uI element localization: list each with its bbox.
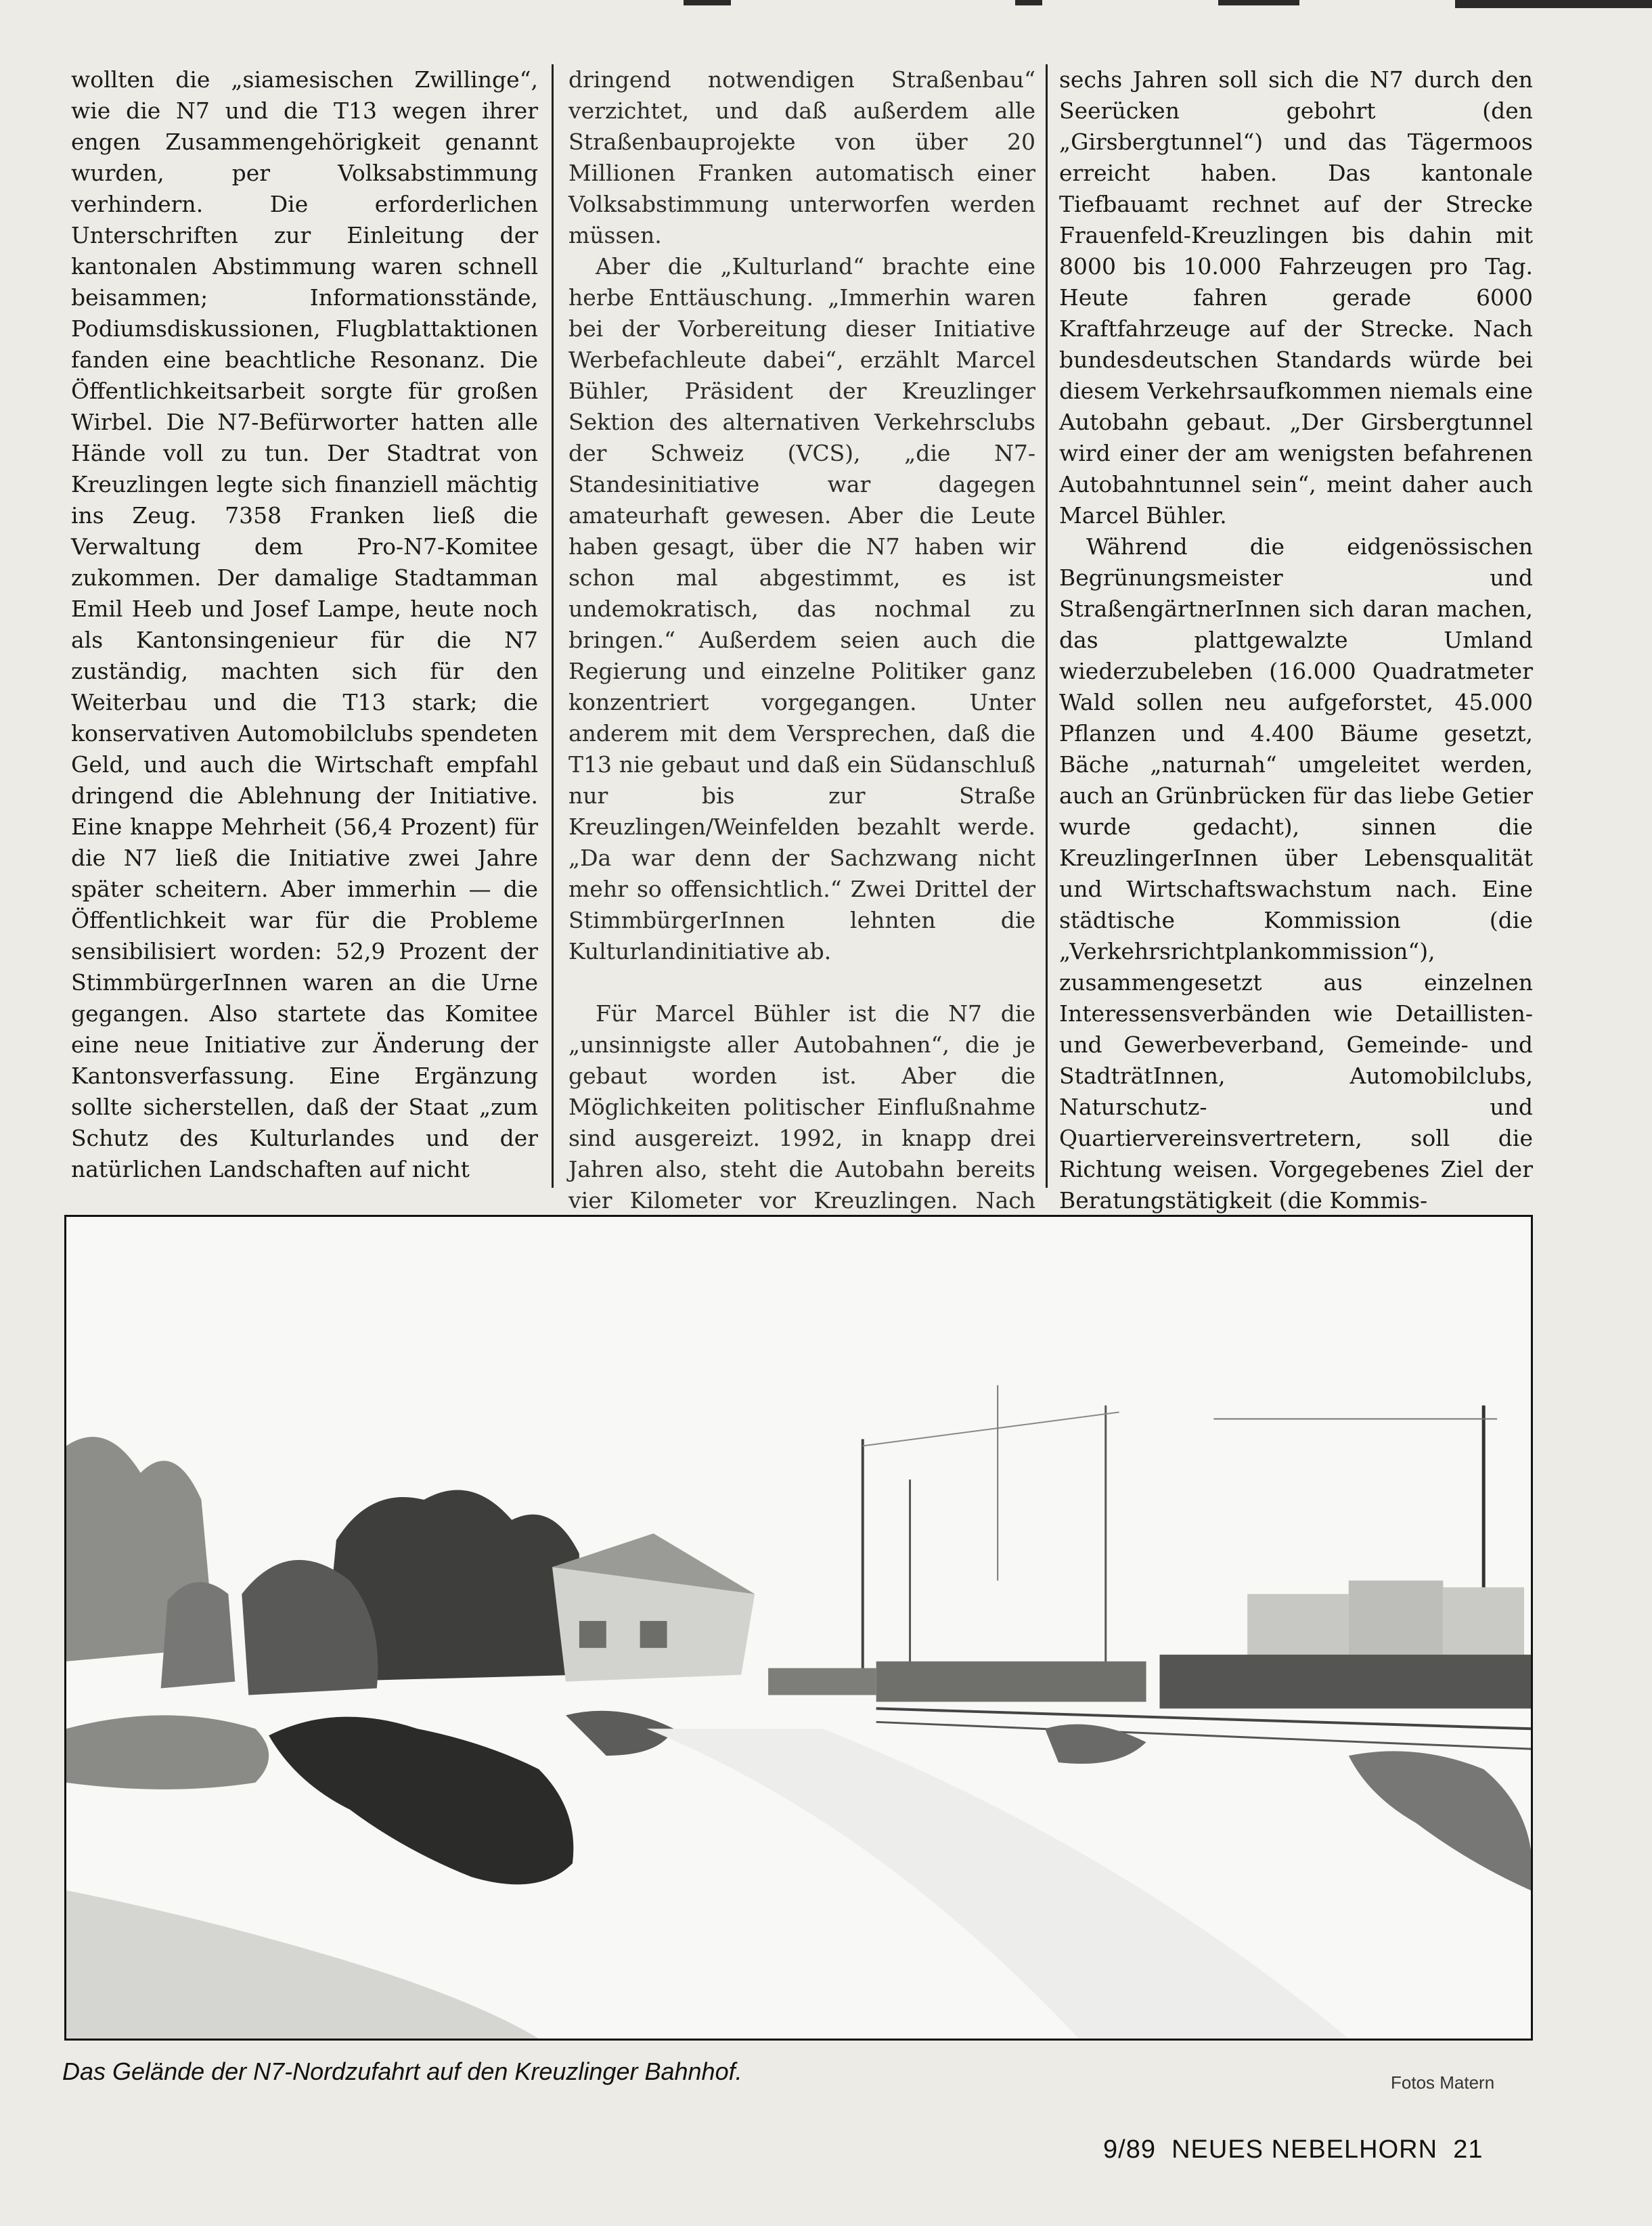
magazine-title: NEUES NEBELHORN	[1171, 2135, 1438, 2164]
photo-landscape-image	[66, 1217, 1531, 2039]
paragraph: sechs Jahren soll sich die N7 durch den Seerücken gebohrt (den „Girsbergtunnel“) und das Tägermoos erreicht haben. Das kantonale Tiefbauamt rechnet auf der Strecke Frauenfeld-Kreuzlingen bis dahin mit 8000 bis 10.000 Fahrzeugen pro Tag. Heute fahren gerade 6000 Kraftfahrzeuge auf der Strecke. Nach bundesdeutschen Standards würde bei diesem Verkehrsaufkommen niemals eine Autobahn gebaut. „Der Girsbergtunnel wird einer der am wenigsten befahrenen Autobahntunnel sein“, meint daher auch Marcel Bühler.	[1059, 66, 1533, 529]
paragraph: dringend notwendigen Straßenbau“ verzichtet, und daß außerdem alle Straßenbauprojekte von über 20 Millionen Franken automatisch einer Volksabstimmung unterworfen werden müssen.	[568, 66, 1035, 248]
issue-number: 9/89	[1103, 2135, 1156, 2164]
paragraph: wollten die „siamesischen Zwillinge“, wie die N7 und die T13 wegen ihrer engen Zusammengehörigkeit genannt wurden, per Volksabstimmung verhindern. Die erforderlichen Unterschriften zur Einleitung der kantonalen Abstimmung waren schnell beisammen; Informationsstände, Podiumsdiskussionen, Flugblattaktionen fanden eine beachtliche Resonanz. Die Öffentlichkeitsarbeit sorgte für großen Wirbel. Die N7-Befürworter hatten alle Hände voll zu tun. Der Stadtrat von Kreuzlingen legte sich finanziell mächtig ins Zeug. 7358 Franken ließ die Verwaltung dem Pro-N7-Komitee zukommen. Der damalige Stadtamman Emil Heeb und Josef Lampe, heute noch als Kantonsingenieur für die N7 zuständig, machten sich für den Weiterbau und die T13 stark; die konservativen Automobilclubs spendeten Geld, und auch die Wirtschaft empfahl dringend die Ablehnung der Initiative. Eine knappe Mehrheit (56,4 Prozent) für die N7 ließ die Initiative zwei Jahre später scheitern. Aber immerhin — die Öffentlichkeit war für die Probleme sensibilisiert worden: 52,9 Prozent der StimmbürgerInnen waren an die Urne gegangen. Also startete das Komitee eine neue Initiative zur Änderung der Kantonsverfassung. Eine Ergänzung sollte sicherstellen, daß der Staat „zum Schutz des Kulturlandes und der natürlichen Landschaften auf nicht	[71, 66, 538, 1182]
article-column-2	[568, 64, 1035, 1214]
column-divider	[552, 64, 554, 1188]
article-column-3	[1059, 64, 1533, 1214]
paragraph: Während die eidgenössischen Begrünungsmeister und StraßengärtnerInnen sich daran machen, das plattgewalzte Umland wiederzubeleben (16.000 Quadratmeter Wald sollen neu aufgeforstet, 45.000 Pflanzen und 4.400 Bäume gesetzt, Bäche „naturnah“ umgeleitet werden, auch an Grünbrücken für das liebe Getier wurde gedacht), sinnen die KreuzlingerInnen über Lebensqualität und Wirtschaftswachstum nach. Eine städtische Kommission (die „Verkehrsrichtplankommission“), zusammengesetzt aus einzelnen Interessensverbänden wie Detaillisten- und Gewerbeverband, Gemeinde- und StadträtInnen, Automobilclubs, Naturschutz- und Quartiervereinsvertretern, soll die Richtung weisen. Vorgegebenes Ziel der Beratungstätigkeit (die Kommis-	[1059, 533, 1533, 1214]
page-number: 21	[1453, 2135, 1483, 2164]
paragraph: Für Marcel Bühler ist die N7 die „unsinnigste aller Autobahnen“, die je gebaut worden ist. Aber die Möglichkeiten politischer Einflußnahme sind ausgereizt. 1992, in knapp drei Jahren also, steht die Autobahn bereits vier Kilometer vor Kreuzlingen. Nach	[568, 1000, 1035, 1214]
page-footer	[1103, 2135, 1483, 2164]
article-photo	[64, 1215, 1533, 2041]
photo-caption: Das Gelände der N7-Nordzufahrt auf den Kreuzlinger Bahnhof.	[62, 2057, 742, 2085]
column-divider	[1046, 64, 1048, 1188]
photo-credit: Fotos Matern	[1391, 2072, 1495, 2093]
paragraph: Aber die „Kulturland“ brachte eine herbe Enttäuschung. „Immerhin waren bei der Vorbereitung dieser Initiative Werbefachleute dabei“, erzählt Marcel Bühler, Präsident der Kreuzlinger Sektion des alternativen Verkehrsclubs der Schweiz (VCS), „die N7-Standesinitiative war dagegen amateurhaft gewesen. Aber die Leute haben gesagt, über die N7 haben wir schon mal abgestimmt, es ist undemokratisch, das nochmal zu bringen.“ Außerdem seien auch die Regierung und einzelne Politiker ganz konzentriert vorgegangen. Unter anderem mit dem Versprechen, daß die T13 nie gebaut und daß ein Südanschluß nur bis zur Straße Kreuzlingen/Weinfelden bezahlt werde. „Da war denn der Sachzwang nicht mehr so offensichtlich.“ Zwei Drittel der StimmbürgerInnen lehnten die Kulturlandinitiative ab.	[568, 253, 1035, 964]
article-column-1	[71, 64, 538, 1188]
scan-top-edge	[0, 0, 1652, 9]
